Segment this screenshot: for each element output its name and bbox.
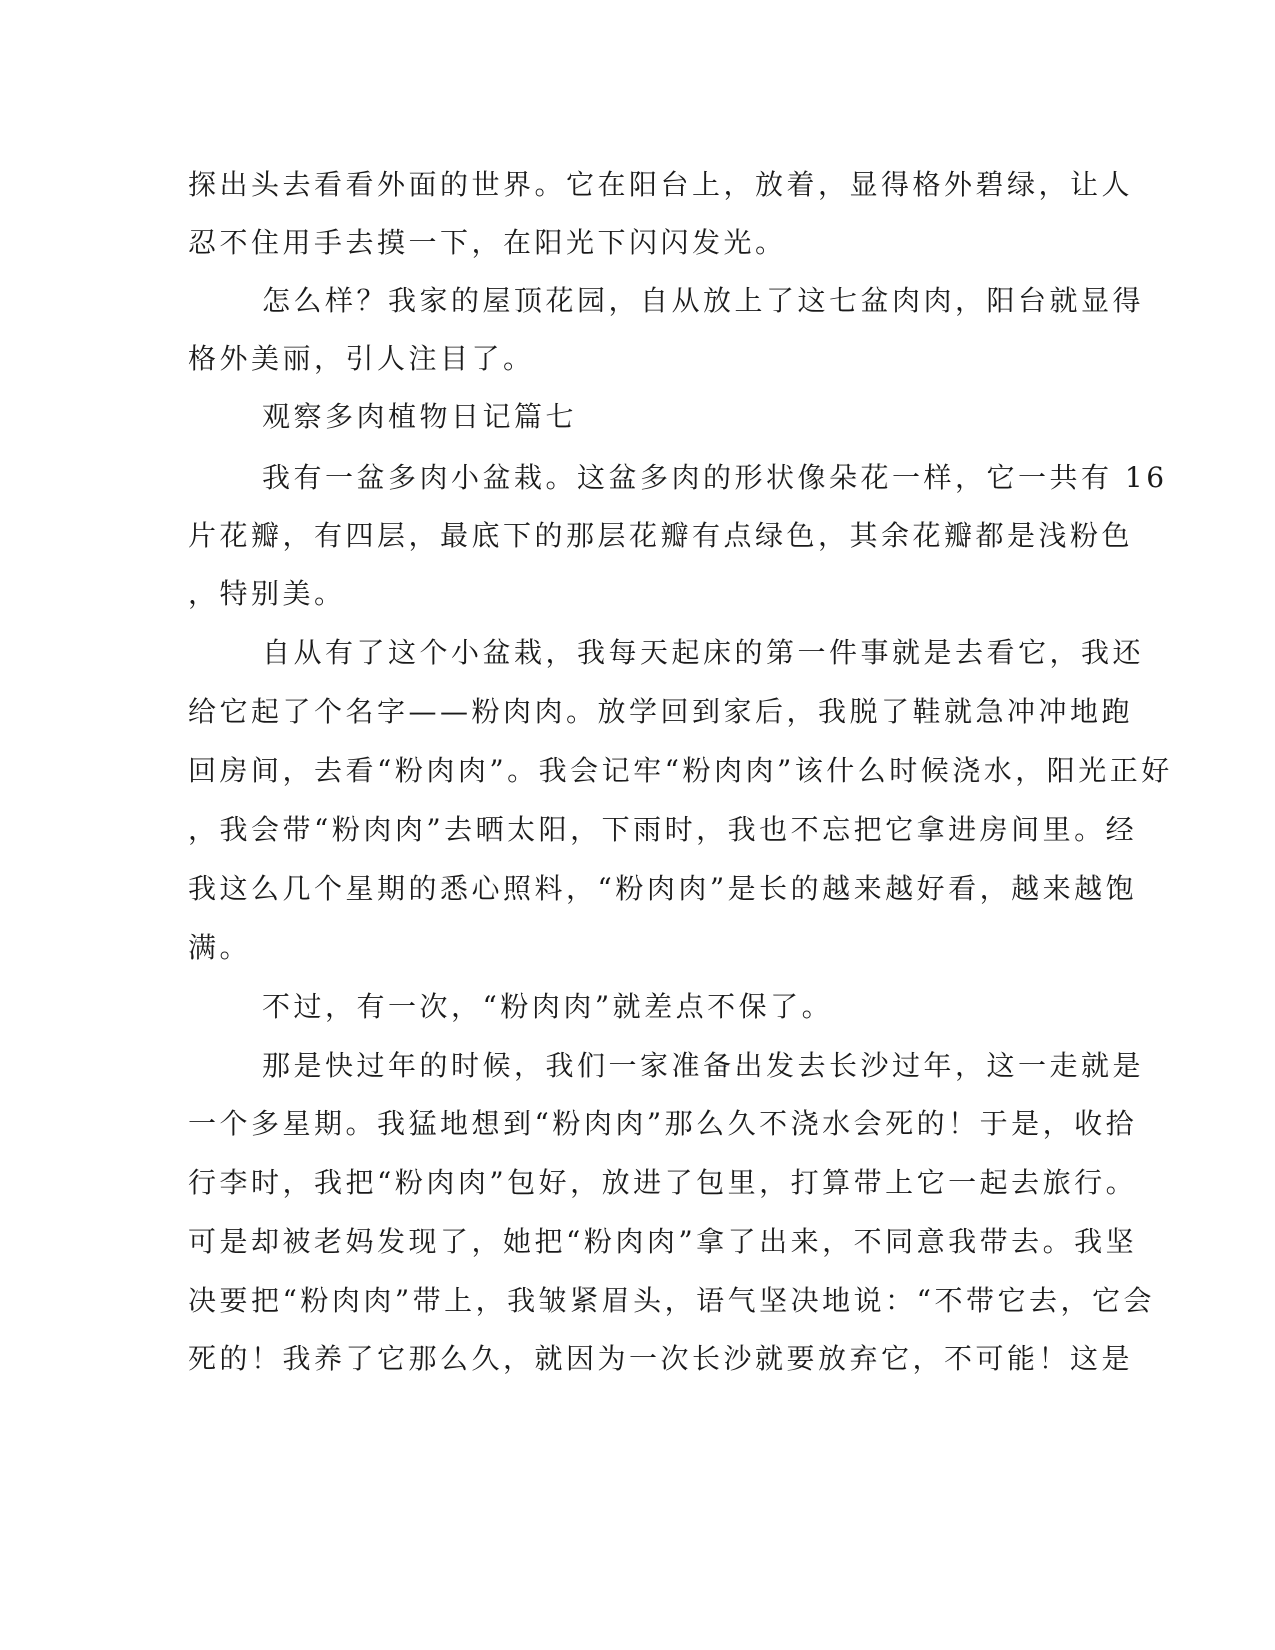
- text-line: 格外美丽，引人注目了。: [188, 342, 535, 375]
- text-line: 片花瓣，有四层，最底下的那层花瓣有点绿色，其余花瓣都是浅粉色: [188, 519, 1134, 552]
- text-line: 一个多星期。我猛地想到“粉肉肉”那么久不浇水会死的！于是，收拾: [188, 1107, 1138, 1140]
- paragraph-start: 自从有了这个小盆栽，我每天起床的第一件事就是去看它，我还: [262, 636, 1145, 669]
- paragraph-start: 我有一盆多肉小盆栽。这盆多肉的形状像朵花一样，它一共有 16: [262, 461, 1168, 494]
- text-line: 给它起了个名字——粉肉肉。放学回到家后，我脱了鞋就急冲冲地跑: [188, 695, 1134, 728]
- paragraph-start: 不过，有一次，“粉肉肉”就差点不保了。: [262, 990, 834, 1023]
- section-heading: 观察多肉植物日记篇七: [262, 400, 578, 433]
- text-line: 探出头去看看外面的世界。它在阳台上，放着，显得格外碧绿，让人: [188, 168, 1134, 201]
- text-line: 忍不住用手去摸一下，在阳光下闪闪发光。: [188, 226, 787, 259]
- text-line: 回房间，去看“粉肉肉”。我会记牢“粉肉肉”该什么时候浇水，阳光正好: [188, 754, 1173, 787]
- text-line: 行李时，我把“粉肉肉”包好，放进了包里，打算带上它一起去旅行。: [188, 1166, 1138, 1199]
- paragraph-start: 那是快过年的时候，我们一家准备出发去长沙过年，这一走就是: [262, 1049, 1145, 1082]
- text-line: 可是却被老妈发现了，她把“粉肉肉”拿了出来，不同意我带去。我坚: [188, 1225, 1138, 1258]
- text-line: 我这么几个星期的悉心照料，“粉肉肉”是长的越来越好看，越来越饱: [188, 872, 1138, 905]
- text-line: 死的！我养了它那么久，就因为一次长沙就要放弃它，不可能！这是: [188, 1342, 1134, 1375]
- text-line: 满。: [188, 931, 252, 964]
- text-line: 决要把“粉肉肉”带上，我皱紧眉头，语气坚决地说：“不带它去，它会: [188, 1284, 1155, 1317]
- text-line: ，特别美。: [188, 577, 346, 610]
- paragraph-start: 怎么样？我家的屋顶花园，自从放上了这七盆肉肉，阳台就显得: [262, 284, 1145, 317]
- text-line: ，我会带“粉肉肉”去晒太阳，下雨时，我也不忘把它拿进房间里。经: [188, 813, 1138, 846]
